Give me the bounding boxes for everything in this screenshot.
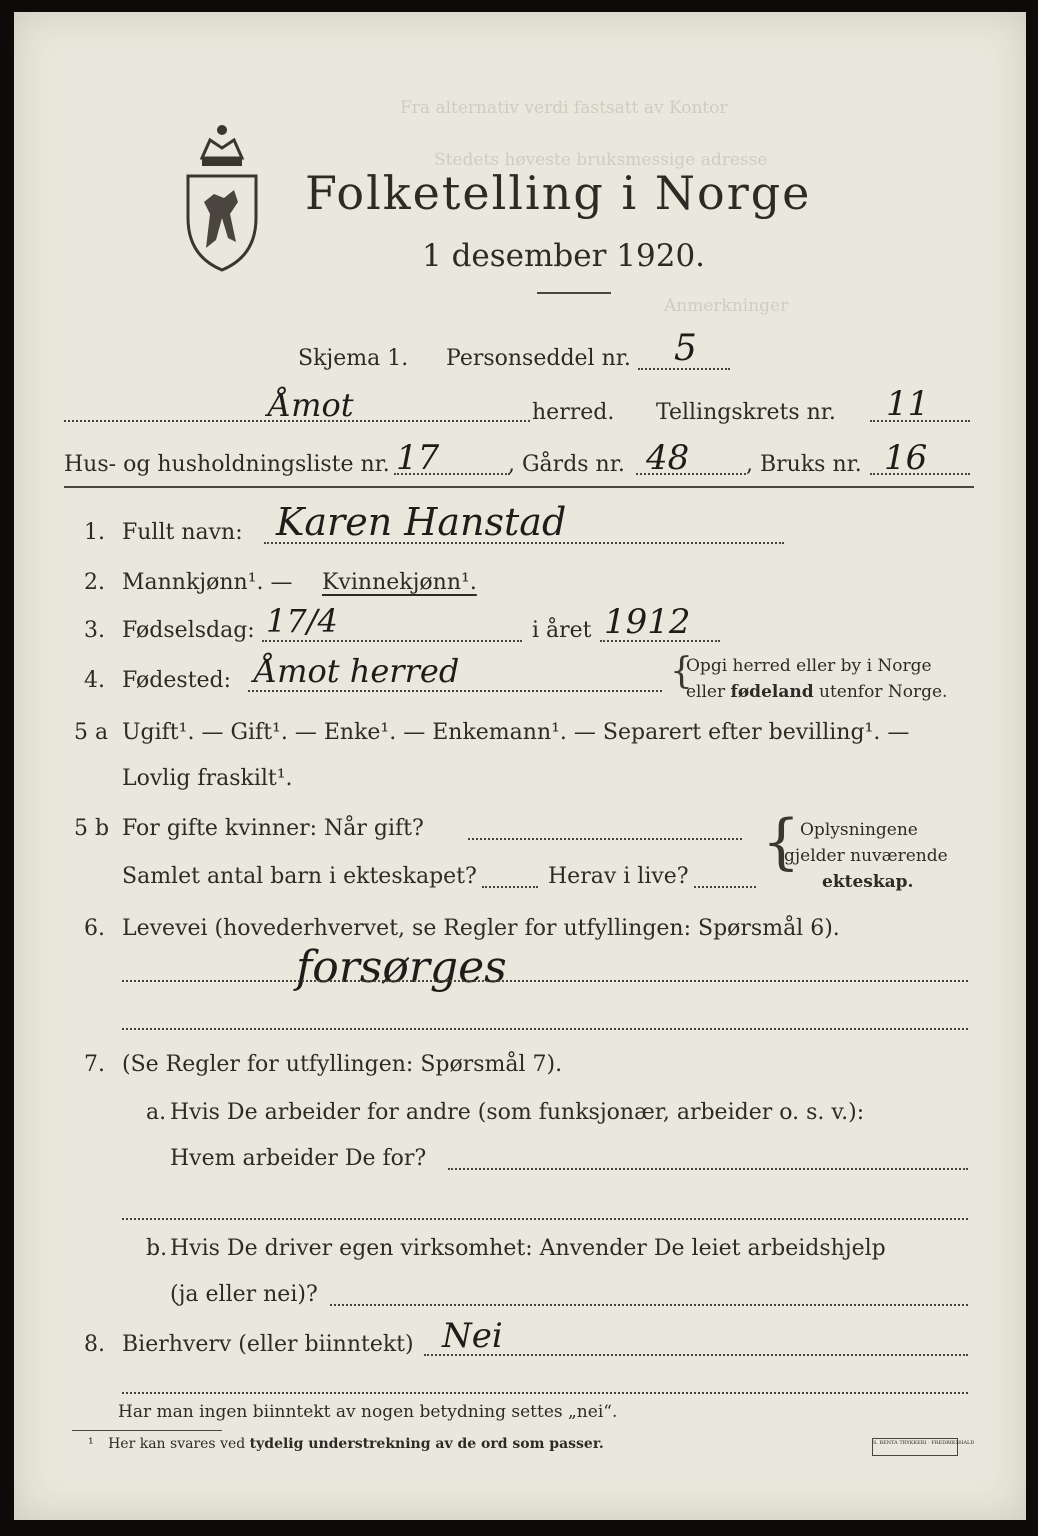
footnote-mark: ¹	[88, 1436, 94, 1452]
q4-number: 4.	[84, 668, 105, 693]
printer-stamp-text: S. BENTA TRYKKERI · FREDRIKSHALD	[873, 1440, 975, 1446]
occupation-value: forsørges	[296, 942, 507, 993]
q2-number: 2.	[84, 570, 105, 595]
children-total-label: Samlet antal barn i ekteskapet?	[122, 864, 477, 889]
census-date: 1 desember 1920.	[422, 238, 706, 274]
q7a-number: a.	[146, 1100, 167, 1125]
birthplace-value: Åmot herred	[254, 652, 460, 690]
q3-number: 3.	[84, 618, 105, 643]
personseddel-value: 5	[674, 328, 697, 369]
married-when-label: For gifte kvinner: Når gift?	[122, 816, 424, 841]
birthyear-label: i året	[532, 618, 592, 643]
tellingskrets-value: 11	[886, 384, 930, 424]
footnote	[88, 1436, 604, 1452]
bleed-through-text: Stedets høveste bruksmessige adresse	[434, 150, 768, 170]
herred-label: herred.	[532, 400, 615, 425]
hus-label: Hus- og husholdningsliste nr.	[64, 452, 390, 477]
q8-number: 8.	[84, 1332, 105, 1357]
note-brace: {	[762, 807, 801, 877]
q5b-number: 5 b	[74, 816, 110, 841]
full-name-value: Karen Hanstad	[276, 500, 567, 544]
hus-value: 17	[396, 438, 440, 478]
side-income-field[interactable]	[424, 1354, 968, 1356]
marriage-note-line3: ekteskap.	[822, 872, 914, 892]
occupation-field[interactable]	[122, 980, 968, 982]
tellingskrets-label: Tellingskrets nr.	[656, 400, 836, 425]
q1-label: Fullt navn:	[122, 520, 243, 545]
footer-note: Har man ingen biinntekt av nogen betydning settes „nei“.	[118, 1402, 618, 1422]
q8-label: Bierhverv (eller biinntekt)	[122, 1332, 414, 1357]
marriage-note-line2: gjelder nuværende	[784, 846, 948, 866]
married-when-field[interactable]	[468, 838, 742, 840]
note-brace: {	[670, 651, 693, 692]
q7a-line1: Hvis De arbeider for andre (som funksjonær, arbeider o. s. v.):	[170, 1100, 865, 1125]
bleed-through-text: Fra alternativ verdi fastsatt av Kontor	[400, 98, 728, 118]
printer-stamp	[872, 1438, 975, 1456]
footnote-divider	[72, 1430, 222, 1431]
q5a-number: 5 a	[74, 720, 109, 745]
q7-number: 7.	[84, 1052, 105, 1077]
side-income-value: Nei	[442, 1316, 503, 1356]
bruks-value: 16	[884, 438, 928, 478]
birthplace-note-line2	[686, 682, 947, 702]
q6-label: Levevei (hovederhvervet, se Regler for utfyllingen: Spørsmål 6).	[122, 916, 840, 941]
employer-field-2[interactable]	[122, 1218, 968, 1220]
children-alive-label: Herav i live?	[548, 864, 689, 889]
q3-label: Fødselsdag:	[122, 618, 255, 643]
children-total-field[interactable]	[482, 886, 538, 888]
gender-male-option[interactable]: Mannkjønn¹. —	[122, 570, 293, 595]
q7b-line1: Hvis De driver egen virksomhet: Anvender De leiet arbeidshjelp	[170, 1236, 886, 1261]
marital-status-options[interactable]: Ugift¹. — Gift¹. — Enke¹. — Enkemann¹. — Separert efter bevilling¹. —	[122, 720, 910, 745]
gards-value: 48	[646, 438, 690, 478]
skjema-label: Skjema 1.	[298, 346, 409, 371]
gards-label: , Gårds nr.	[508, 452, 625, 477]
employer-field[interactable]	[448, 1168, 968, 1170]
footnote-text-a: Her kan svares ved	[108, 1436, 250, 1452]
q7b-number: b.	[146, 1236, 168, 1261]
birthdate-value: 17/4	[266, 602, 338, 640]
q7-label: (Se Regler for utfyllingen: Spørsmål 7).	[122, 1052, 563, 1077]
coat-of-arms-icon	[180, 118, 264, 274]
personseddel-label: Personseddel nr.	[446, 346, 631, 371]
side-income-field-2[interactable]	[122, 1392, 968, 1394]
occupation-field-2[interactable]	[122, 1028, 968, 1030]
q6-number: 6.	[84, 916, 105, 941]
birthplace-field[interactable]	[248, 690, 662, 692]
q4-label: Fødested:	[122, 668, 232, 693]
hired-help-field[interactable]	[330, 1304, 968, 1306]
birthplace-note-line1: Opgi herred eller by i Norge	[686, 656, 932, 676]
marriage-note-line1: Oplysningene	[800, 820, 918, 840]
form-title: Folketelling i Norge	[305, 166, 812, 220]
q7b-line2: (ja eller nei)?	[170, 1282, 318, 1307]
birthplace-note-a: eller	[686, 682, 731, 702]
q1-number: 1.	[84, 520, 105, 545]
herred-value: Åmot	[268, 386, 354, 424]
birthplace-note-b: fødeland	[730, 682, 814, 702]
birthdate-field[interactable]	[262, 640, 522, 642]
birthplace-note-c: utenfor Norge.	[813, 682, 948, 702]
title-divider	[537, 292, 611, 294]
bruks-label: , Bruks nr.	[746, 452, 862, 477]
birthyear-value: 1912	[604, 602, 691, 642]
bleed-through-text: Anmerkninger	[664, 296, 789, 316]
section-divider	[64, 486, 974, 488]
children-alive-field[interactable]	[694, 886, 756, 888]
census-form-page	[14, 12, 1026, 1520]
gender-female-option[interactable]: Kvinnekjønn¹.	[322, 570, 477, 595]
marital-status-divorced[interactable]: Lovlig fraskilt¹.	[122, 766, 293, 791]
q7a-line2: Hvem arbeider De for?	[170, 1146, 427, 1171]
footnote-text-b: tydelig understrekning av de ord som passer.	[249, 1436, 604, 1452]
